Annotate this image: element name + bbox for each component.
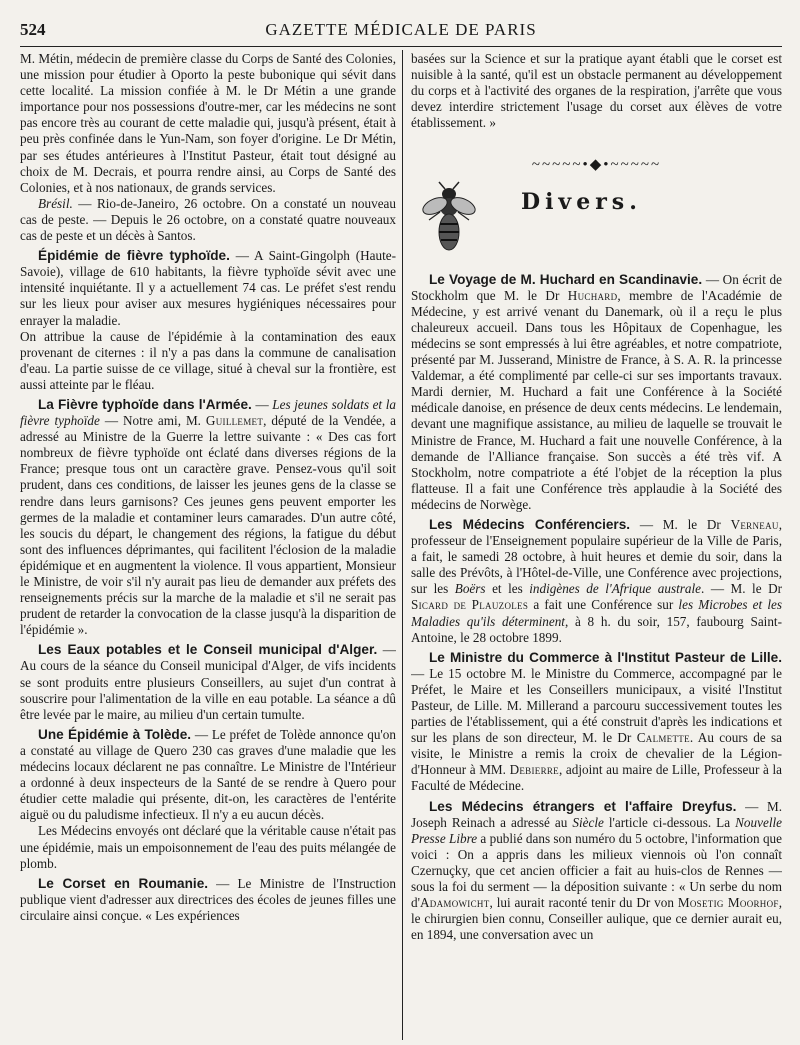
person-name: Debierre xyxy=(509,762,559,778)
divers-title: Divers. xyxy=(521,188,642,215)
article-tolede xyxy=(20,727,396,824)
article-heading: Les Médecins Conférenciers. xyxy=(429,516,631,532)
left-column xyxy=(20,51,396,1041)
article-heading: La Fièvre typhoïde dans l'Armée. xyxy=(38,396,252,412)
article-heading: Les Eaux potables et le Conseil municipal d'Alger. xyxy=(38,642,378,658)
article-subtitle: Les jeunes soldats et la fièvre typhoïde xyxy=(20,396,396,429)
column-divider xyxy=(402,50,403,1040)
person-name: Calmette xyxy=(636,730,690,746)
article-pasteur-lille: Le Ministre du Commerce à l'Institut Pasteur de Lille. — Le 15 octobre M. le Ministre du Commerce, accompagné par le Préfet, le Maire et les Conseillers municipaux, a visité l'Institut Pasteur, de Lille. M. Millerand a parcouru successivement toutes les parties de l'établissement, qui a été construit d'après les indications et sur les plans de son directeur, M. le Dr Calmette. Au cours de sa visite, le Ministre a remis la croix de chevalier de la Légion-d'Honneur à MM. Debierre, adjoint au maire de Lille, Professeur à la Faculté de Médecine. xyxy=(411,649,782,794)
article-conferenciers: Les Médecins Conférenciers. — M. le Dr Verneau, professeur de l'Enseignement populaire supérieur de la Ville de Paris, a fait, le samedi 28 octobre, à huit heures et demie du soir, dans la salle des Prévôts, à l'Hôtel-de-Ville, une Conférence avec projections, sur les Boërs et les indigènes de l'Afrique australe. — M. le Dr Sicard de Plauzoles a fait une Conférence sur les Microbes et les Maladies qu'ils déterminent, à 8 h. du soir, 157, faubourg Saint-Antoine, le 28 octobre 1899. xyxy=(411,516,782,645)
article-heading: Le Voyage de M. Huchard en Scandinavie. xyxy=(429,271,703,287)
article-text: — Au cours de la séance du Conseil municipal d'Alger, de vifs incidents se sont produits entre plusieurs Conseillers, au sujet d'un contrat à souscrire pour l'alimentation de la ville en eau potable. La séance a dû être levée par le maire, au milieu d'un certain tumulte. xyxy=(20,642,396,722)
article-text-continued: Les Médecins envoyés ont déclaré que la véritable cause n'était pas une épidémie, mais un empoisonnement de l'eau des puits mélangée de plomb. xyxy=(20,823,396,871)
divers-section-header xyxy=(411,180,782,258)
ornament-divider: ~~~~~•◆•~~~~~ xyxy=(531,157,662,174)
right-column xyxy=(411,51,782,1041)
bresil-label: Brésil. xyxy=(38,195,73,211)
corset-continued: basées sur la Science et sur la pratique ayant établi que le corset est nuisible à la santé, qu'il est un obstacle permanent au développement du corps et à l'activité des organes de la respiration, j'arrête que vous devez interdire strictement l'usage du corset aux élèves de votre établissement. » xyxy=(411,51,782,131)
article-heading: Épidémie de fièvre typhoïde. xyxy=(38,248,230,264)
bresil-paragraph xyxy=(20,196,396,244)
header-rule xyxy=(20,46,782,47)
article-heading: Les Médecins étrangers et l'affaire Dreyfus. xyxy=(429,798,737,814)
running-title: GAZETTE MÉDICALE DE PARIS xyxy=(265,20,537,39)
bee-icon xyxy=(421,180,477,256)
article-huchard: Le Voyage de M. Huchard en Scandinavie. — On écrit de Stockholm que M. le Dr Huchard, membre de l'Académie de Médecine, y est arrivé venant du Danemark, où il a reçu le plus chaleureux accueil. Dans tous les Hôpitaux de Copenhague, les médecins se sont empressés à lui être agréables, et notre compatriote, présenté par M. Jusserand, Ministre de France, à S. A. R. la princesse Valdemar, a été complimenté par celle-ci sur ses importants travaux. Mardi dernier, M. Huchard a fait une Conférence à la Société médicale danoise, en présence de deux cents médecins. Le lendemain, devant une magnifique assistance, au milieu de laquelle se trouvait le Ministre de France, M. Huchard a fait une nouvelle Conférence, à la demande de l'Alliance française. Son succès a été très vif. A Stockholm, notre compatriote a été l'objet de la réception la plus flatteuse. Il a fait une Conférence très applaudie à la Société des médecins de Norwège. xyxy=(411,271,782,512)
article-text-continued: On attribue la cause de l'épidémie à la contamination des eaux provenant de citernes : il n'y a pas dans la commune de canalisation d'eau. La partie suisse de ce village, situé à cheval sur la frontière, est aussi atteinte par le fléau. xyxy=(20,328,396,392)
person-name: Adamowicht xyxy=(419,895,490,911)
article-text: — Le Ministre de l'Instruction publique vient d'adresser aux directrices des écoles de jeunes filles une circulaire ainsi conçue. « Les expériences xyxy=(20,875,396,923)
page-number: 524 xyxy=(20,20,46,39)
person-name: Mosetig Moorhof xyxy=(677,895,779,911)
page-header xyxy=(20,18,782,44)
article-text: — Le préfet de Tolède annonce qu'on a constaté au village de Quero 230 cas graves d'une maladie que les médecins locaux déclarent ne pas connaître. Le Ministre de l'Intérieur a ordonné à deux inspecteurs de la Santé de se rendre à Quero pour étudier cette maladie qui présente, dit-on, les caractères de l'entérite aiguë ou du paludisme infectieux. Il n'y a eu aucun décès. xyxy=(20,726,396,823)
article-heading: Une Épidémie à Tolède. xyxy=(38,726,192,742)
article-text: — A Saint-Gingolph (Haute-Savoie), village de 610 habitants, la fièvre typhoïde sévit avec une intensité inquiétante. Il y a actuellement 74 cas. Le préfet s'est rendu sur les lieux pour aviser aux mesures hygiéniques nécessaires pour enrayer la maladie. xyxy=(20,248,396,328)
person-name: Sicard de Plauzoles xyxy=(411,597,529,613)
article-typhoid-epidemic xyxy=(20,248,396,328)
bresil-text: — Rio-de-Janeiro, 26 octobre. On a constaté un nouveau cas de peste. — Depuis le 26 octobre, on a constaté quatre nouveaux cas de peste et un décès à Santos. xyxy=(20,195,396,244)
article-corset xyxy=(20,876,396,924)
metin-paragraph: M. Métin, médecin de première classe du Corps de Santé des Colonies, une mission pour étudier à Oporto la peste bubonique qui sévit dans cette localité. La mission confiée à M. le Dr Métin a une grande importance pour nos possessions d'outre-mer, car les médecins ne sont pas encore très au courant de cette maladie qui, jusqu'à présent, était à peu près confinée dans le Yun-Nam, son foyer d'origine. Le Dr Métin, par ses études antérieures à l'Institut Pasteur, était tout désigné au choix de M. Decrais, et pourra rendre ainsi, au Corps de Santé des Colonies, et à nos nationaux, de grands services. xyxy=(20,51,396,195)
article-heading: Le Ministre du Commerce à l'Institut Pasteur de Lille. xyxy=(429,649,782,665)
person-name: Huchard xyxy=(567,287,618,303)
article-dreyfus: Les Médecins étrangers et l'affaire Dreyfus. — M. Joseph Reinach a adressé au Siècle l'article ci-dessous. La Nouvelle Presse Libre a publié dans son numéro du 5 octobre, l'information que voici : On a appris dans les milieux viennois où l'on connaît Czernuçky, que cet ancien officier a fait au huis-clos de Rennes — sous la foi du serment — la déposition suivante : « Un serbe du nom d'Adamowicht, lui aurait raconté tenir du Dr von Mosetig Moorhof, le chirurgien bien connu, Conseiller aulique, que ce dernier aurait eu, en 1894, une conversation avec un xyxy=(411,798,782,943)
article-heading: Le Corset en Roumanie. xyxy=(38,875,209,891)
article-alger-water xyxy=(20,642,396,722)
person-name: Verneau xyxy=(730,516,779,532)
person-name: Guillemet xyxy=(205,413,264,429)
article-typhoid-army: La Fièvre typhoïde dans l'Armée. — Les jeunes soldats et la fièvre typhoïde — Notre ami, M. Guillemet, député de la Vendée, a adressé au Ministre de la Guerre la lettre suivante : « Des cas fort nombreux de fièvre typhoïde ont éclaté dans diverses régions de la France; presque tous ont un caractère grave. Pensez-vous qu'il soit prudent, dans ces conditions, de laisser les jeunes gens de la classe se rendre dans leurs garnisons? Ces jeunes gens peuvent emporter les germes de la maladie et contaminer leurs camarades. D'un autre côté, les soucis du départ, le changement des régions, la fatigue du début sont des influences déprimantes, qui facilitent l'éclosion de la maladie épidémique et en augmentent la violence. Il vous appartient, Monsieur le Ministre, de voir s'il n'y aurait pas lieu de demander aux préfets des renseignements précis sur la marche de la maladie et s'il ne serait pas prudent de retarder la convocation de la classe jusqu'à la disparition de l'épidémie ». xyxy=(20,396,396,638)
